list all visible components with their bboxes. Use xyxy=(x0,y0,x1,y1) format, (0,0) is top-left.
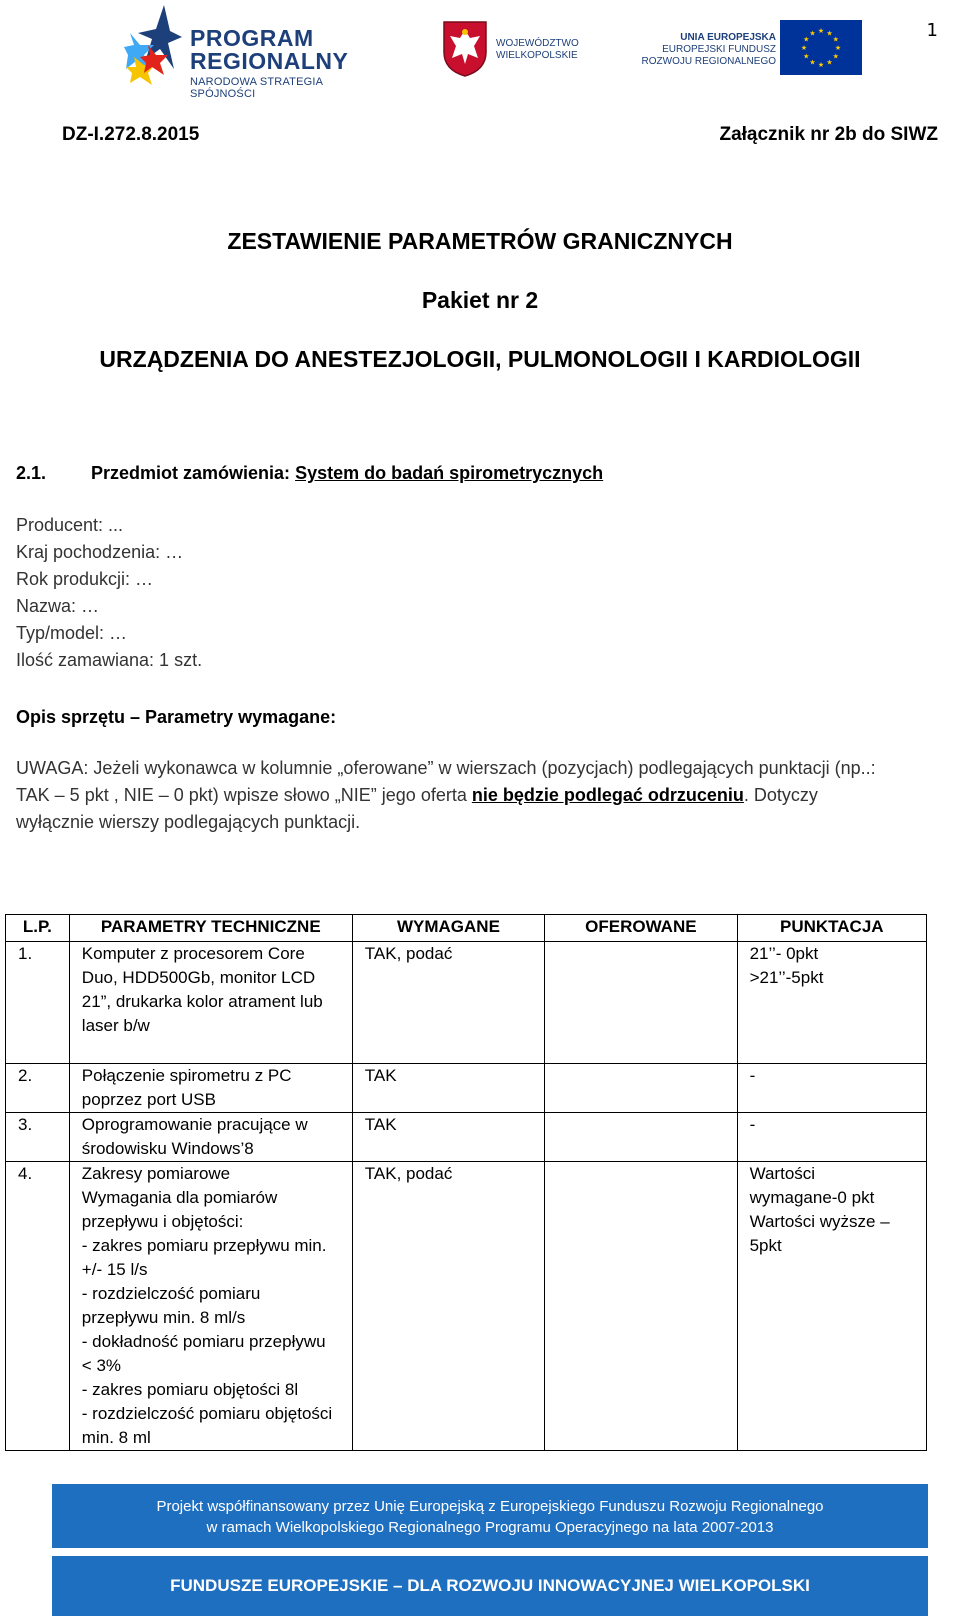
param-line: przepływu min. 8 ml/s xyxy=(81,1308,246,1327)
param-line: Oprogramowanie pracujące w xyxy=(81,1115,308,1134)
eagle-crest-icon xyxy=(440,18,490,78)
row-offered-cell[interactable] xyxy=(545,1064,737,1113)
eu-star-icon: ★ xyxy=(826,59,833,67)
parameters-table xyxy=(5,914,927,1451)
table-header-row xyxy=(6,915,927,942)
field-rok: Rok produkcji: … xyxy=(16,569,154,589)
header-offered: OFEROWANE xyxy=(545,915,737,942)
eu-star-icon: ★ xyxy=(834,45,842,52)
row-required: TAK xyxy=(352,1113,544,1162)
param-line: - dokładność pomiaru przepływu xyxy=(81,1332,326,1351)
param-line: Połączenie spirometru z PC xyxy=(81,1066,292,1085)
table-row xyxy=(6,1064,927,1113)
row-required: TAK xyxy=(352,1064,544,1113)
eu-star-icon: ★ xyxy=(803,36,810,44)
wielkopolskie-logo xyxy=(440,18,600,80)
points-line: Wartości xyxy=(749,1164,816,1183)
eu-logo xyxy=(636,20,866,80)
param-line: min. 8 ml xyxy=(81,1428,151,1447)
row-points xyxy=(737,1113,926,1162)
header-lp: L.P. xyxy=(6,915,70,942)
param-line: - rozdzielczość pomiaru objętości xyxy=(81,1404,333,1423)
field-producent: Producent: ... xyxy=(16,515,124,535)
row-param xyxy=(69,1064,352,1113)
opis-heading: Opis sprzętu – Parametry wymagane: xyxy=(16,707,337,727)
footer-line2: w ramach Wielkopolskiego Regionalnego Programu Operacyjnego na lata 2007-2013 xyxy=(206,1519,774,1536)
attachment-label: Załącznik nr 2b do SIWZ xyxy=(719,124,938,145)
row-required: TAK, podać xyxy=(352,942,544,1064)
row-offered-cell[interactable] xyxy=(545,942,737,1064)
eu-star-icon: ★ xyxy=(809,30,816,38)
eu-logo-text xyxy=(636,32,776,68)
param-line: - zakres pomiaru objętości 8l xyxy=(81,1380,299,1399)
field-kraj: Kraj pochodzenia: … xyxy=(16,542,184,562)
footer-slogan-banner: FUNDUSZE EUROPEJSKIE – DLA ROZWOJU INNOWACYJNEJ WIELKOPOLSKI xyxy=(52,1556,928,1616)
row-lp: 4. xyxy=(6,1162,70,1451)
points-line: 5pkt xyxy=(749,1236,782,1255)
eu-flag-icon xyxy=(780,20,862,75)
field-nazwa: Nazwa: … xyxy=(16,596,100,616)
header-required: WYMAGANE xyxy=(352,915,544,942)
param-line: laser b/w xyxy=(81,1016,150,1035)
row-lp: 1. xyxy=(6,942,70,1064)
points-line: wymagane-0 pkt xyxy=(749,1188,875,1207)
uwaga-note xyxy=(16,755,896,836)
product-fields xyxy=(16,512,202,674)
uwaga-text-part1: UWAGA: Jeżeli wykonawca w kolumnie „oferowane” w wierszach (pozycjach) podlegających punktacji (np..: TAK – 5 pkt , NIE – 0 pkt) wpisze słowo „NIE” jego oferta xyxy=(16,758,876,805)
program-regionalny-text xyxy=(190,27,384,100)
param-line: +/- 15 l/s xyxy=(81,1260,148,1279)
footer-cofinancing-banner xyxy=(52,1484,928,1548)
row-param xyxy=(69,1113,352,1162)
param-line: Wymagania dla pomiarów xyxy=(81,1188,278,1207)
table-row xyxy=(6,1162,927,1451)
eu-star-icon: ★ xyxy=(817,62,825,69)
table-row xyxy=(6,1113,927,1162)
eu-star-icon: ★ xyxy=(800,45,808,52)
document-subtitle: URZĄDZENIA DO ANESTEZJOLOGII, PULMONOLOGII I KARDIOLOGII xyxy=(99,346,861,372)
header-params: PARAMETRY TECHNICZNE xyxy=(69,915,352,942)
footer-line1: Projekt współfinansowany przez Unię Europejską z Europejskiego Funduszu Rozwoju Regionalnego xyxy=(156,1498,824,1515)
section-label: Przedmiot zamówienia: xyxy=(91,463,291,483)
row-offered-cell[interactable] xyxy=(545,1113,737,1162)
param-line: środowisku Windows’8 xyxy=(81,1139,254,1158)
section-subject: System do badań spirometrycznych xyxy=(295,463,604,483)
param-line: 21”, drukarka kolor atrament lub xyxy=(81,992,323,1011)
eu-star-icon: ★ xyxy=(809,59,816,67)
param-line: - zakres pomiaru przepływu min. xyxy=(81,1236,327,1255)
row-points xyxy=(737,942,926,1064)
eu-logo-line1: UNIA EUROPEJSKA xyxy=(680,32,776,43)
row-param xyxy=(69,1162,352,1451)
points-line: >21’’-5pkt xyxy=(749,968,824,987)
eu-star-icon: ★ xyxy=(803,53,810,61)
field-ilosc: Ilość zamawiana: 1 szt. xyxy=(16,650,203,670)
param-line: przepływu i objętości: xyxy=(81,1212,244,1231)
region-logo-line2: WIELKOPOLSKIE xyxy=(496,50,578,61)
row-required: TAK, podać xyxy=(352,1162,544,1451)
region-logo-line1: WOJEWÓDZTWO xyxy=(496,38,579,49)
eu-star-icon: ★ xyxy=(817,28,825,35)
star-logo-icon xyxy=(124,5,182,85)
row-offered-cell[interactable] xyxy=(545,1162,737,1451)
uwaga-text-part2: . Dotyczy wyłącznie wierszy podlegających punktacji. xyxy=(16,785,818,832)
eu-star-icon: ★ xyxy=(832,53,839,61)
param-line: < 3% xyxy=(81,1356,122,1375)
points-line: Wartości wyższe – xyxy=(749,1212,890,1231)
eu-star-icon: ★ xyxy=(832,36,839,44)
eu-logo-line3: ROZWOJU REGIONALNEGO xyxy=(641,56,776,67)
table-row xyxy=(6,942,927,1064)
param-line: - rozdzielczość pomiaru xyxy=(81,1284,261,1303)
points-line: - xyxy=(749,1066,756,1085)
row-points xyxy=(737,1064,926,1113)
row-lp: 3. xyxy=(6,1113,70,1162)
field-typ: Typ/model: … xyxy=(16,623,128,643)
row-points xyxy=(737,1162,926,1451)
document-reference: DZ-I.272.8.2015 xyxy=(62,124,200,145)
program-logo-line2: REGIONALNY xyxy=(190,48,349,74)
page-number: 1 xyxy=(926,20,938,41)
row-lp: 2. xyxy=(6,1064,70,1113)
header-points: PUNKTACJA xyxy=(737,915,926,942)
eu-logo-line2: EUROPEJSKI FUNDUSZ xyxy=(662,44,776,55)
program-logo-line3: NARODOWA STRATEGIA SPÓJNOŚCI xyxy=(190,76,323,100)
param-line: Zakresy pomiarowe xyxy=(81,1164,231,1183)
param-line: Komputer z procesorem Core xyxy=(81,944,305,963)
section-number: 2.1. xyxy=(16,463,47,483)
param-line: Duo, HDD500Gb, monitor LCD xyxy=(81,968,316,987)
document-title: ZESTAWIENIE PARAMETRÓW GRANICZNYCH xyxy=(227,228,733,254)
points-line: 21’’- 0pkt xyxy=(749,944,819,963)
row-param xyxy=(69,942,352,1064)
program-regionalny-logo xyxy=(124,5,384,100)
uwaga-strong: nie będzie podlegać odrzuceniu xyxy=(471,785,744,805)
wielkopolskie-text xyxy=(496,38,579,62)
section-heading xyxy=(16,463,603,484)
param-line: poprzez port USB xyxy=(81,1090,216,1109)
program-logo-line1: PROGRAM xyxy=(190,25,314,51)
points-line: - xyxy=(749,1115,756,1134)
eu-star-icon: ★ xyxy=(826,30,833,38)
package-title: Pakiet nr 2 xyxy=(421,287,539,313)
